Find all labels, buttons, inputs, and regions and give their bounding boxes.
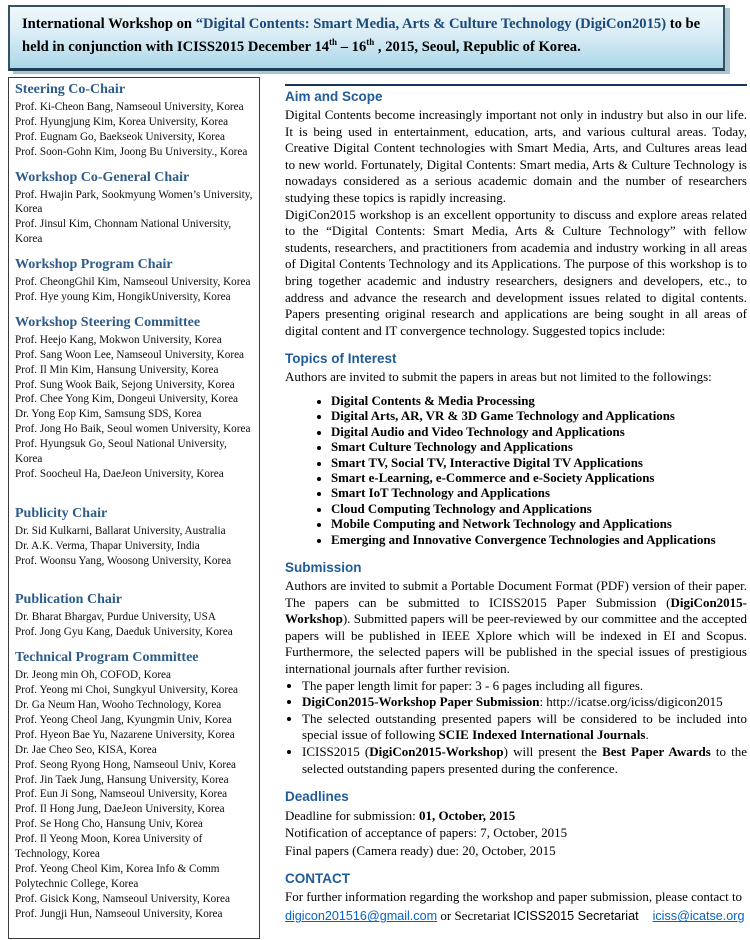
committee-section [15, 592, 254, 640]
committees-sidebar [8, 77, 260, 939]
committee-members [15, 524, 254, 569]
committee-member: Prof. Jong Gyu Kang, Daeduk University, Korea [15, 626, 233, 639]
committee-section [15, 170, 254, 248]
committee-member: Dr. Bharat Bhargav, Purdue University, USA [15, 611, 216, 624]
text-run: Final papers (Camera ready) due: 20, October, 2015 [285, 842, 556, 858]
committee-member: Prof. Jinsul Kim, Chonnam National University, Korea [15, 218, 232, 246]
topic-item: • Digital Audio and Video Technology and Applications [331, 425, 747, 440]
committee-member: Prof. Eugnam Go, Baekseok University, Korea [15, 130, 225, 143]
committee-heading: Workshop Co-General Chair [15, 169, 190, 185]
topic-item: • Smart IoT Technology and Applications [331, 486, 747, 501]
committee-member: Prof. Yeong Cheol Kim, Korea Info & Comm Polytechnic College, Korea [15, 862, 220, 890]
committee-section [15, 506, 254, 569]
text-run: 01, October, 2015 [418, 808, 516, 824]
topic-item: • Smart TV, Social TV, Interactive Digital TV Applications [331, 456, 747, 471]
topics-list [315, 394, 747, 548]
aim-paragraph: Digital Contents become increasingly important not only in industry but also in our life. It is being used in entertainment, education, arts, and various cultural areas. Today, Creative Digital Content technologies with Smart Media, Arts, and Cultures areas lead to new world. Fortunately, Digital Contents: Smart media, Arts & Culture Technology is nowadays considered as a serious academic domain and the number of researchers studying these topics is rapidly increasing. [285, 107, 747, 205]
committee-member: Prof. Se Hong Cho, Hansung Univ, Korea [15, 818, 203, 831]
topic-item: • Digital Contents & Media Processing [331, 394, 747, 409]
aim-paragraph: DigiCon2015 workshop is an excellent opportunity to discuss and explore areas related to the “Digital Contents: Smart Media, Arts & Culture Technology” with fellow students, researchers, and practitioners from academia and industry working in all areas of Digital Contents Technology and its Applications. The purpose of this workshop is to bring together academic and industry researchers, designers and developers, etc., to address and advance the research and development issues related to digital contents. Papers presenting original research and applications are being sought in all areas of digital content and IT convergence technology. Suggested topics include: [285, 206, 747, 338]
committee-members [15, 333, 254, 482]
banner-title-highlight: “Digital Contents: Smart Media, Arts & Culture Technology (DigiCon2015) [195, 16, 667, 32]
text-run: . [645, 727, 649, 743]
contact-between-text: or Secretariat [437, 908, 514, 924]
text-run: ICISS2015 ( [302, 743, 370, 759]
committee-member: Dr. Yong Eop Kim, Samsung SDS, Korea [15, 408, 202, 421]
text-run: SCIE Indexed International Journals [438, 727, 646, 743]
main-content [285, 84, 747, 924]
text-run: DigiCon2015-Workshop [285, 594, 747, 627]
committee-member: Prof. Hyungjung Kim, Korea University, Korea [15, 115, 229, 128]
committee-member: Prof. Soocheul Ha, DaeJeon University, Korea [15, 467, 224, 480]
committee-member: Prof. Hyungsuk Go, Seoul National University, Korea [15, 438, 227, 466]
text-run: to the selected outstanding papers presented during the conference. [302, 743, 748, 776]
email-link-iciss[interactable]: iciss@icatse.org [652, 909, 745, 924]
committee-members [15, 188, 254, 248]
committee-member: Prof. Il Yeong Moon, Korea University of Technology, Korea [15, 833, 203, 860]
committee-member: Prof. Soon-Gohn Kim, Joong Bu University., Korea [15, 145, 248, 158]
topics-heading: Topics of Interest [285, 351, 397, 367]
committee-member: Prof. Chee Yong Kim, Dongeui University, Korea [15, 393, 238, 406]
committee-member: Dr. Ga Neum Han, Wooho Technology, Korea [15, 699, 222, 712]
banner-title-suffix: , 2015, Seoul, Republic of Korea. [374, 39, 581, 56]
contact-links [285, 908, 747, 924]
text-run: Best Paper Awards [602, 743, 711, 759]
committee-section [15, 650, 254, 921]
text-run: Authors are invited to submit a Portable Document Format (PDF) version of their paper. The papers can be submitted to ICISS2015 Paper Submission ( [285, 577, 747, 610]
email-link-digicon[interactable]: digicon201516@gmail.com [285, 909, 438, 924]
text-run: DigiCon2015-Workshop [369, 743, 504, 759]
committee-member: Dr. Jae Cheo Seo, KISA, Korea [15, 743, 157, 756]
submission-bullets [285, 678, 747, 778]
committee-members [15, 668, 254, 921]
text-run: DigiCon2015-Workshop Paper Submission [302, 694, 540, 710]
submission-paragraph [285, 578, 747, 678]
committee-member: Dr. A.K. Verma, Thapar University, India [15, 539, 200, 552]
submission-bullet [302, 744, 747, 777]
committee-member: Prof. Heejo Kang, Mokwon University, Korea [15, 333, 222, 346]
deadline-line [285, 842, 747, 859]
deadline-line [285, 824, 747, 841]
text-run: Notification of acceptance of papers: 7, October, 2015 [285, 825, 568, 841]
contact-heading: CONTACT [285, 870, 350, 886]
committee-member: Prof. Hwajin Park, Sookmyung Women’s University, Korea [15, 188, 253, 216]
committee-members [15, 610, 254, 640]
committee-member: Prof. Yeong Cheol Jang, Kyungmin Univ, Korea [15, 713, 232, 726]
committee-member: Prof. Sung Wook Baik, Sejong University, Korea [15, 378, 235, 391]
committee-member: Prof. Yeong mi Choi, Sungkyul University, Korea [15, 684, 239, 697]
contact-intro: For further information regarding the workshop and paper submission, please contact to [285, 888, 743, 904]
committee-section [15, 82, 254, 160]
workshop-title-banner [8, 5, 725, 71]
topic-item: • Emerging and Innovative Convergence Technologies and Applications [331, 533, 747, 548]
banner-title-mid1: to be held in conjunction with ICISS2015 December 14 [22, 16, 701, 56]
committee-heading: Publicity Chair [15, 505, 108, 521]
aim-paragraphs [285, 107, 747, 339]
committee-members [15, 100, 254, 160]
topic-item: • Digital Arts, AR, VR & 3D Game Technology and Applications [331, 409, 747, 424]
committee-heading: Workshop Program Chair [15, 257, 173, 273]
committee-heading: Workshop Steering Committee [15, 314, 201, 330]
committee-member: Prof. Ki-Cheon Bang, Namseoul University, Korea [15, 101, 244, 113]
committee-member: Prof. CheongGhil Kim, Namseoul University, Korea [15, 276, 251, 289]
committee-members [15, 275, 254, 305]
text-run: The selected outstanding presented papers will be considered to be included into special issue of following [302, 710, 747, 743]
banner-superscript-th2: th [366, 37, 375, 48]
submission-heading: Submission [285, 559, 362, 575]
topic-item: • Smart Culture Technology and Applications [331, 440, 747, 455]
committee-member: Dr. Jeong min Oh, COFOD, Korea [15, 669, 171, 682]
text-run: : http://icatse.org/iciss/digicon2015 [539, 694, 723, 710]
topic-item: • Cloud Computing Technology and Applications [331, 502, 747, 517]
committee-section [15, 257, 254, 305]
committee-member: Prof. Gisick Kong, Namseoul University, Korea [15, 892, 230, 905]
contact-secretariat-label: ICISS2015 Secretariat [513, 909, 639, 924]
banner-title-mid2: – 16 [337, 39, 367, 56]
topics-intro: Authors are invited to submit the papers in areas but not limited to the followings: [285, 369, 712, 385]
committee-section [15, 315, 254, 482]
committee-member: Prof. Jin Taek Jung, Hansung University, Korea [15, 773, 229, 786]
submission-bullet [302, 711, 747, 744]
committee-member: Prof. Woonsu Yang, Woosong University, Korea [15, 554, 232, 567]
committee-member: Prof. Hyeon Bae Yu, Nazarene University, Korea [15, 728, 235, 741]
aim-heading: Aim and Scope [285, 89, 383, 104]
banner-title-prefix: International Workshop on [22, 16, 196, 32]
section-divider [285, 84, 747, 86]
topic-item: • Smart e-Learning, e-Commerce and e-Society Applications [331, 471, 747, 486]
text-run: The paper length limit for paper: 3 - 6 pages including all figures. [302, 677, 644, 693]
deadline-line [285, 807, 747, 824]
submission-bullet [302, 678, 747, 695]
committee-member: Prof. Seong Ryong Hong, Namseoul Univ, Korea [15, 758, 236, 771]
submission-bullet [302, 694, 747, 711]
committee-heading: Publication Chair [15, 592, 122, 608]
deadlines-list [285, 807, 747, 859]
committee-member: Prof. Hye young Kim, HongikUniversity, Korea [15, 291, 231, 304]
committee-member: Prof. Sang Woon Lee, Namseoul University, Korea [15, 348, 245, 361]
committee-member: Prof. Il Min Kim, Hansung University, Korea [15, 363, 219, 376]
deadlines-heading: Deadlines [285, 789, 349, 805]
committee-member: Prof. Jungji Hun, Namseoul University, Korea [15, 907, 223, 920]
committee-member: Prof. Il Hong Jung, DaeJeon University, Korea [15, 803, 225, 816]
text-run: Deadline for submission: [285, 808, 419, 824]
committee-member: Prof. Eun Ji Song, Namseoul University, Korea [15, 788, 228, 801]
committee-heading: Technical Program Committee [15, 650, 199, 666]
topic-item: • Mobile Computing and Network Technology and Applications [331, 517, 747, 532]
committee-heading: Steering Co-Chair [15, 82, 126, 97]
committee-member: Dr. Sid Kulkarni, Ballarat University, Australia [15, 524, 226, 537]
text-run: ). Submitted papers will be peer-reviewed by our committee and the accepted papers will be published in IEEE Xplore which will be indexed in EI and Scopus. Furthermore, the selected papers will be published in the special issues of prestigious international journals after further revision. [285, 611, 747, 676]
committee-member: Prof. Jong Ho Baik, Seoul women University, Korea [15, 423, 251, 436]
text-run: ) will present the [503, 743, 603, 759]
banner-superscript-th1: th [329, 37, 338, 48]
